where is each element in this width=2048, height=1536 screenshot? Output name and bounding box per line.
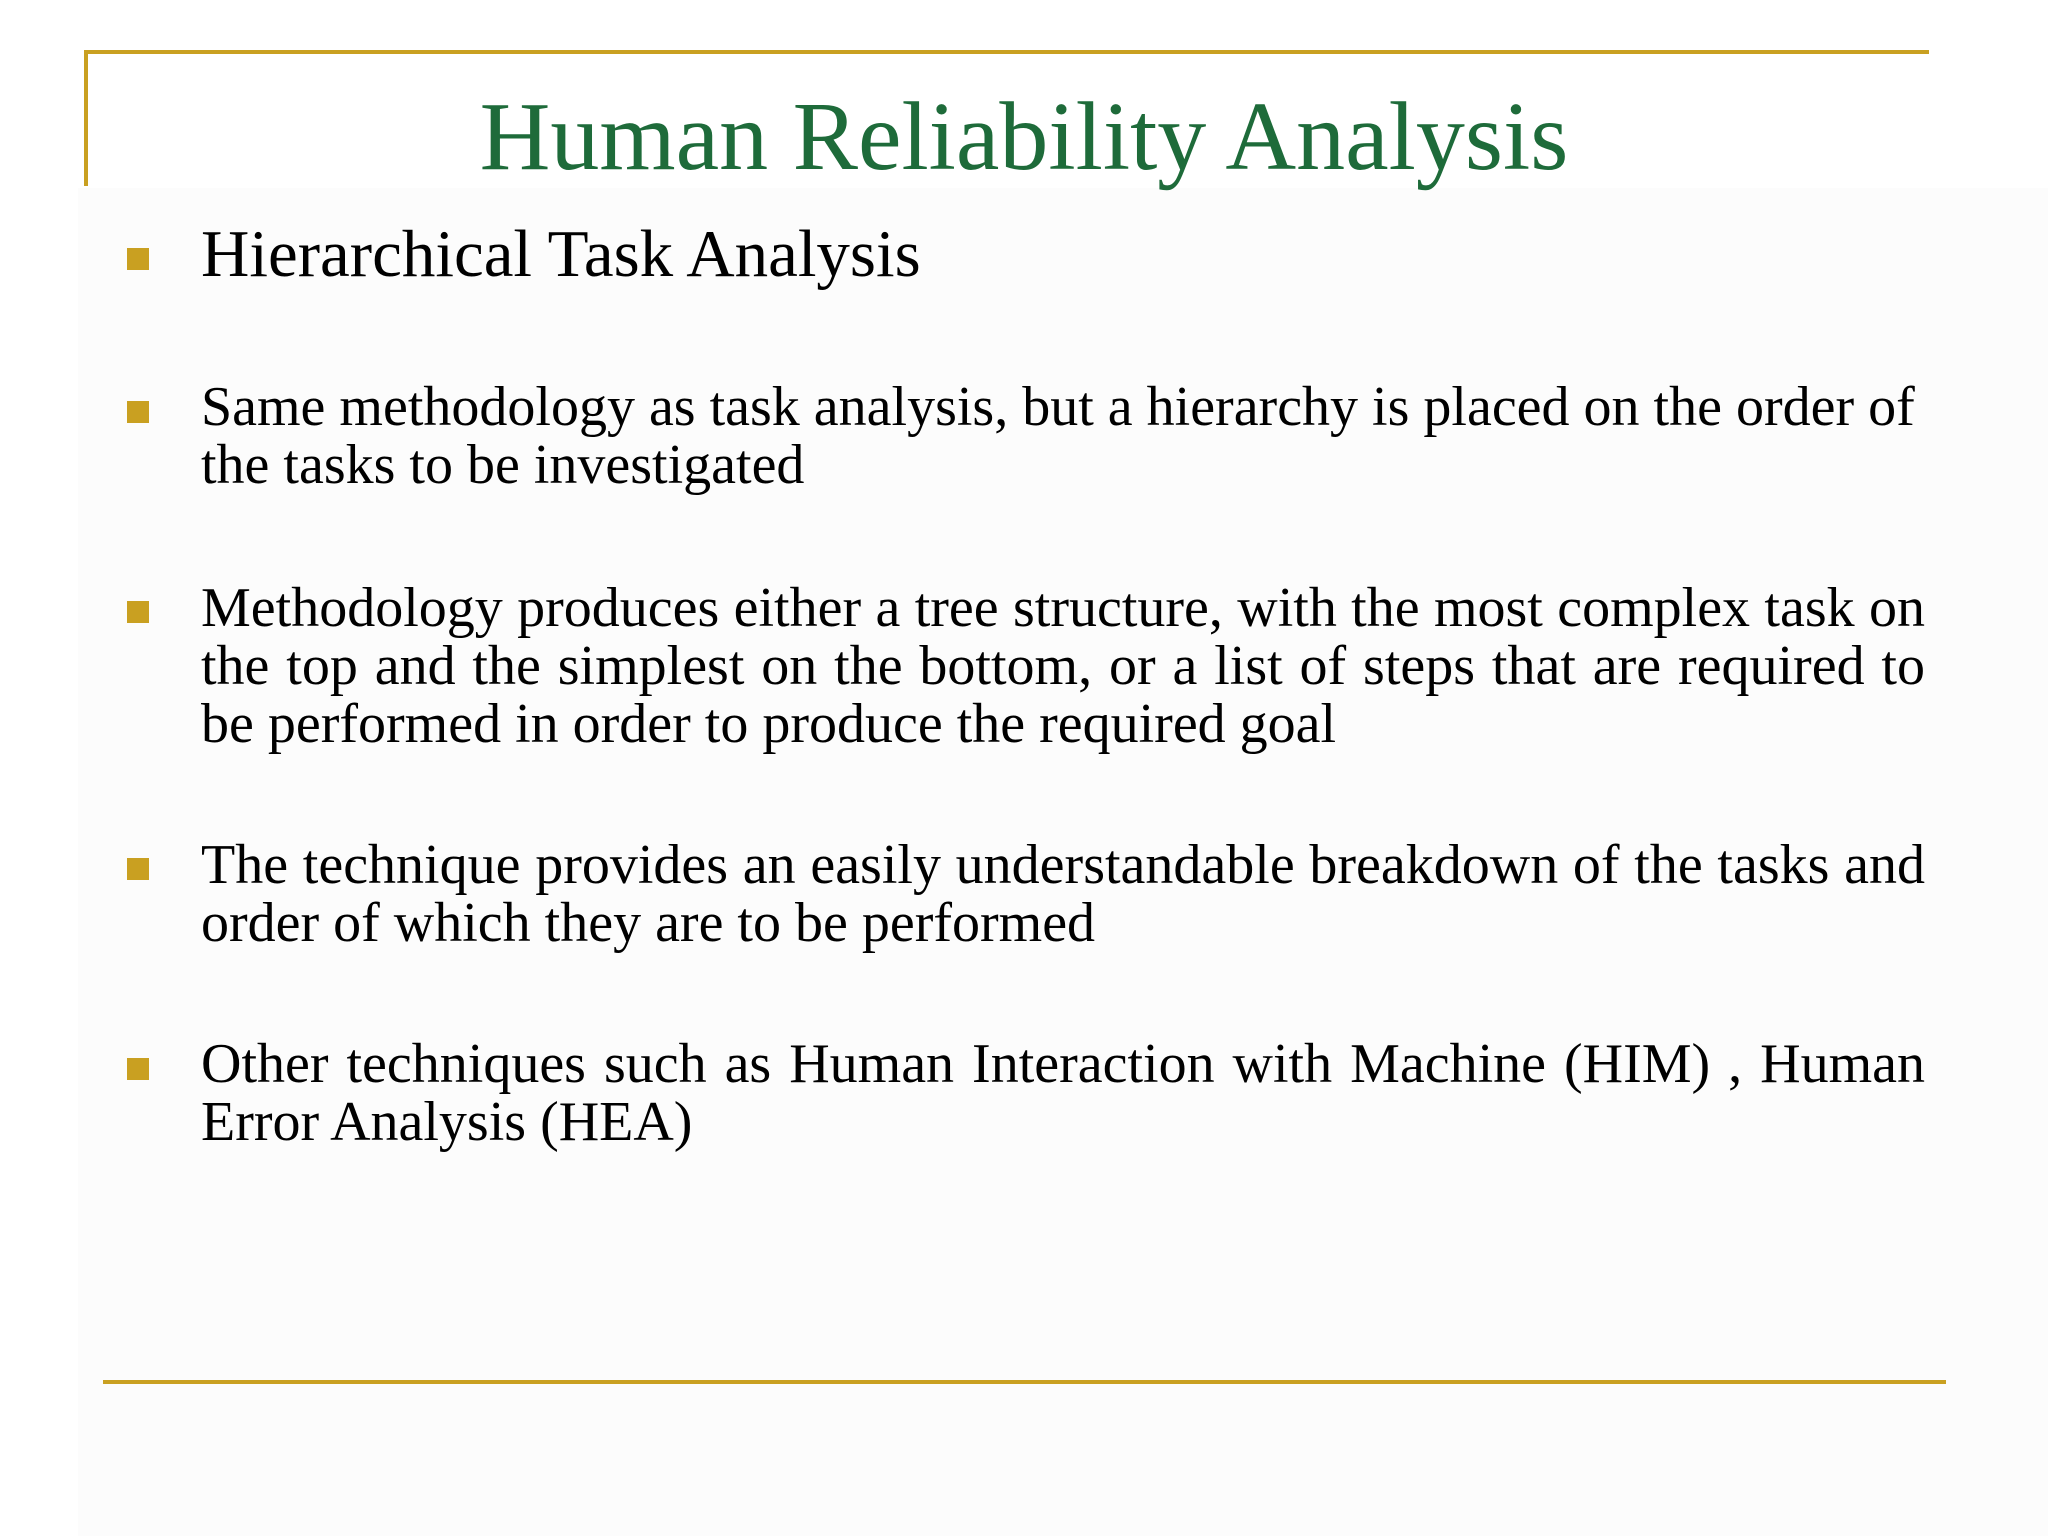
top-rule (84, 50, 1929, 54)
list-item-heading: Hierarchical Task Analysis (201, 217, 921, 291)
list-item: The technique provides an easily understandable breakdown of the tasks and order of which they are to be performed (201, 834, 1925, 954)
bullet-square-icon (127, 248, 149, 270)
bullet-square-icon (127, 858, 149, 880)
list-item: Methodology produces either a tree structure, with the most complex task on the top and the simplest on the bottom, or a list of steps that are required to be performed in order to produce the required goal (201, 577, 1925, 755)
bullet-square-icon (127, 401, 149, 423)
list-item: Same methodology as task analysis, but a hierarchy is placed on the order of the tasks to be investigated (201, 376, 1915, 496)
bottom-rule (103, 1380, 1946, 1384)
bullet-square-icon (127, 601, 149, 623)
list-item: Other techniques such as Human Interaction with Machine (HIM) , Human Error Analysis (HEA) (201, 1033, 1925, 1153)
bullet-square-icon (127, 1058, 149, 1080)
slide-title: Human Reliability Analysis (479, 83, 1569, 191)
